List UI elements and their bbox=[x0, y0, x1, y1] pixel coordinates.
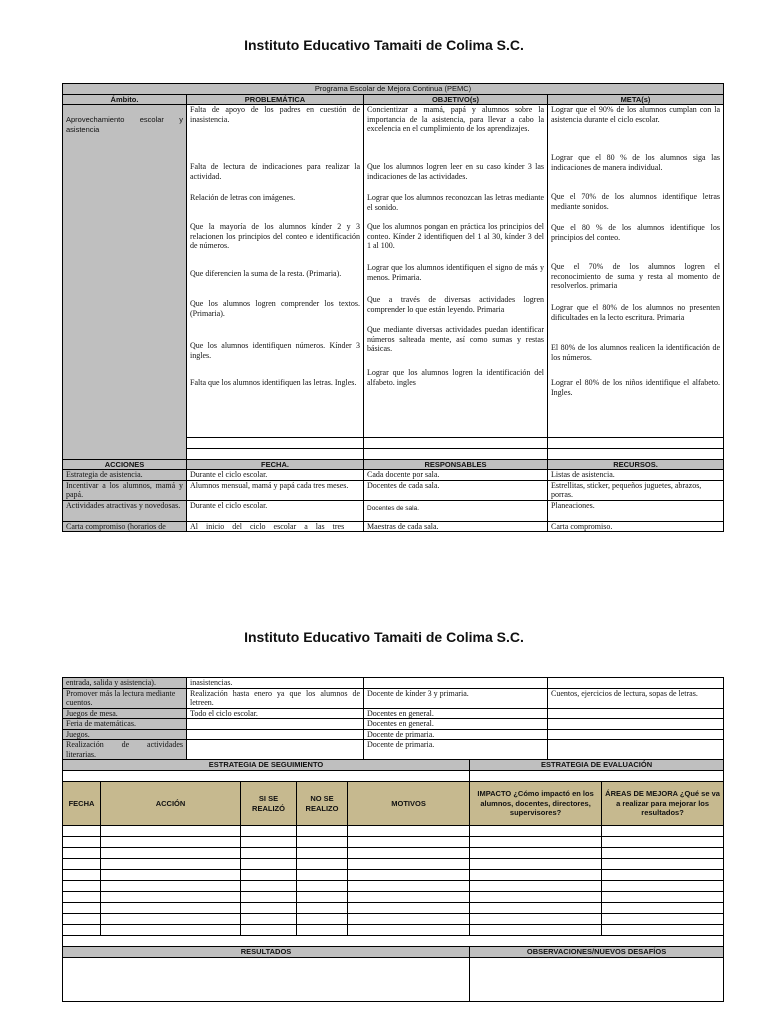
empty-cell bbox=[348, 925, 470, 936]
fecha-cell bbox=[187, 719, 364, 730]
meta-text: El 80% de los alumnos realicen la identificación de los números. bbox=[551, 343, 720, 362]
empty-cell bbox=[241, 870, 297, 881]
problematica-text: Que la mayoría de los alumnos kínder 2 y 3 relacionen los principios del conteo e identificación de números. bbox=[190, 222, 360, 250]
objetivo-text: Lograr que los alumnos identifiquen el signo de más y menos. Primaria. bbox=[367, 263, 544, 282]
recursos-cell bbox=[548, 719, 724, 730]
col-header-motivos: MOTIVOS bbox=[348, 782, 470, 826]
problematica-text: Falta de lectura de indicaciones para realizar la actividad. bbox=[190, 162, 360, 181]
objetivo-text: Lograr que los alumnos logren la identificación del alfabeto. ingles bbox=[367, 368, 544, 387]
fecha-cell: Durante el ciclo escolar. bbox=[187, 470, 364, 481]
empty-cell bbox=[548, 438, 724, 449]
objetivo-text: Que a través de diversas actividades logren comprender lo que están leyendo. Primaria bbox=[367, 295, 544, 314]
empty-cell bbox=[470, 771, 724, 782]
responsables-cell: Docentes de sala. bbox=[364, 500, 548, 521]
objetivo-text: Que los alumnos logren leer en su caso kínder 3 las indicaciones de las actividades. bbox=[367, 162, 544, 181]
empty-cell bbox=[63, 848, 101, 859]
meta-text: Lograr que el 80 % de los alumnos siga las indicaciones de manera individual. bbox=[551, 153, 720, 172]
empty-cell bbox=[63, 870, 101, 881]
evaluacion-header: ESTRATEGIA DE EVALUACIÓN bbox=[470, 760, 724, 771]
recursos-cell bbox=[548, 740, 724, 760]
empty-cell bbox=[602, 903, 724, 914]
empty-cell bbox=[63, 903, 101, 914]
empty-cell bbox=[101, 925, 241, 936]
empty-cell bbox=[348, 859, 470, 870]
meta-text: Que el 70% de los alumnos identifique letras mediante sonidos. bbox=[551, 192, 720, 211]
empty-cell bbox=[297, 848, 348, 859]
empty-cell bbox=[101, 881, 241, 892]
responsables-cell: Docente de primaria. bbox=[364, 740, 548, 760]
action-cell: Realización de actividades literarias. bbox=[63, 740, 187, 760]
empty-cell bbox=[602, 859, 724, 870]
empty-cell bbox=[241, 925, 297, 936]
empty-cell bbox=[602, 892, 724, 903]
actions-continued-table bbox=[62, 677, 724, 760]
action-cell: Carta compromiso (horarios de bbox=[63, 521, 187, 532]
empty-cell bbox=[297, 837, 348, 848]
fecha-cell: Todo el ciclo escolar. bbox=[187, 708, 364, 719]
empty-cell bbox=[297, 925, 348, 936]
problematica-text: Que los alumnos logren comprender los textos. (Primaria). bbox=[190, 299, 360, 318]
recursos-cell: Listas de asistencia. bbox=[548, 470, 724, 481]
resultados-header: RESULTADOS bbox=[63, 947, 470, 958]
empty-cell bbox=[241, 881, 297, 892]
empty-cell bbox=[602, 914, 724, 925]
table-row bbox=[63, 826, 724, 837]
action-cell: Juegos de mesa. bbox=[63, 708, 187, 719]
action-cell: Incentivar a los alumnos, mamá y papá. bbox=[63, 480, 187, 500]
empty-cell bbox=[101, 870, 241, 881]
empty-cell bbox=[364, 438, 548, 449]
empty-cell bbox=[602, 881, 724, 892]
empty-cell bbox=[101, 892, 241, 903]
responsables-cell: Maestras de cada sala. bbox=[364, 521, 548, 532]
empty-cell bbox=[297, 903, 348, 914]
objetivo-text: Que mediante diversas actividades puedan identificar números salteada mente, así como sumas y restas básicas. bbox=[367, 325, 544, 353]
empty-cell bbox=[348, 903, 470, 914]
tracking-table bbox=[62, 759, 724, 1002]
responsables-cell: Docentes en general. bbox=[364, 708, 548, 719]
empty-cell bbox=[364, 449, 548, 460]
empty-cell bbox=[297, 859, 348, 870]
table-row bbox=[63, 848, 724, 859]
empty-cell bbox=[470, 848, 602, 859]
meta-text: Lograr que el 80% de los alumnos no presenten dificultades en la lecto escritura. Primaria bbox=[551, 303, 720, 322]
page-title: Instituto Educativo Tamaiti de Colima S.C. bbox=[244, 629, 524, 645]
table-row bbox=[63, 892, 724, 903]
fecha-cell bbox=[187, 729, 364, 740]
recursos-cell: Estrellitas, sticker, pequeños juguetes, abrazos, porras. bbox=[548, 480, 724, 500]
col-header-areas-mejora: ÁREAS DE MEJORA ¿Qué se va a realizar para mejorar los resultados? bbox=[602, 782, 724, 826]
action-cell: Actividades atractivas y novedosas. bbox=[63, 500, 187, 521]
empty-cell bbox=[602, 925, 724, 936]
empty-cell bbox=[470, 826, 602, 837]
empty-cell bbox=[348, 914, 470, 925]
col-header-acciones: ACCIONES bbox=[63, 460, 187, 470]
seguimiento-header: ESTRATEGIA DE SEGUIMIENTO bbox=[63, 760, 470, 771]
empty-cell bbox=[241, 914, 297, 925]
empty-cell bbox=[63, 914, 101, 925]
empty-cell bbox=[297, 826, 348, 837]
empty-cell bbox=[348, 837, 470, 848]
empty-cell bbox=[470, 892, 602, 903]
objetivo-text: Lograr que los alumnos reconozcan las letras mediante el sonido. bbox=[367, 193, 544, 212]
empty-cell bbox=[63, 892, 101, 903]
responsables-cell: Docente de kínder 3 y primaria. bbox=[364, 688, 548, 708]
fecha-cell: inasistencias. bbox=[187, 678, 364, 689]
recursos-cell bbox=[548, 678, 724, 689]
col-header-si-realizo: SI SE REALIZÓ bbox=[241, 782, 297, 826]
meta-text: Lograr el 80% de los niños identifique el alfabeto. Ingles. bbox=[551, 378, 720, 397]
empty-cell bbox=[63, 771, 470, 782]
empty-cell bbox=[548, 449, 724, 460]
col-header-responsables: RESPONSABLES bbox=[364, 460, 548, 470]
empty-cell bbox=[348, 881, 470, 892]
empty-cell bbox=[63, 925, 101, 936]
empty-cell bbox=[187, 438, 364, 449]
empty-cell bbox=[101, 826, 241, 837]
empty-cell bbox=[101, 848, 241, 859]
recursos-cell: Planeaciones. bbox=[548, 500, 724, 521]
col-header-fecha: FECHA bbox=[63, 782, 101, 826]
problematica-text: Falta de apoyo de los padres en cuestión de inasistencia. bbox=[190, 105, 360, 124]
empty-cell bbox=[348, 848, 470, 859]
empty-cell bbox=[470, 859, 602, 870]
empty-cell bbox=[470, 870, 602, 881]
table-row bbox=[63, 870, 724, 881]
pemc-table bbox=[62, 83, 724, 532]
empty-cell bbox=[348, 826, 470, 837]
empty-cell bbox=[63, 826, 101, 837]
empty-cell bbox=[297, 881, 348, 892]
empty-cell bbox=[297, 892, 348, 903]
empty-cell bbox=[241, 837, 297, 848]
empty-cell bbox=[241, 848, 297, 859]
fecha-cell: Alumnos mensual, mamá y papá cada tres meses. bbox=[187, 480, 364, 500]
responsables-cell: Docentes en general. bbox=[364, 719, 548, 730]
table-row bbox=[63, 837, 724, 848]
empty-cell bbox=[297, 914, 348, 925]
col-header-impacto: IMPACTO ¿Cómo impactó en los alumnos, docentes, directores, supervisores? bbox=[470, 782, 602, 826]
table-row bbox=[63, 903, 724, 914]
table-row bbox=[63, 925, 724, 936]
empty-cell bbox=[470, 903, 602, 914]
empty-cell bbox=[63, 881, 101, 892]
action-cell: Estrategia de asistencia. bbox=[63, 470, 187, 481]
objetivo-text: Concientizar a mamá, papá y alumnos sobre la importancia de la asistencia, para llevar a cabo la excelencia en el cumplimiento de los aprendizajes. bbox=[367, 105, 544, 133]
problematica-text: Relación de letras con imágenes. bbox=[190, 193, 296, 202]
meta-text: Lograr que el 90% de los alumnos cumplan con la asistencia durante el ciclo escolar. bbox=[551, 105, 720, 124]
empty-cell bbox=[241, 826, 297, 837]
action-cell: Promover más la lectura mediante cuentos. bbox=[63, 688, 187, 708]
col-header-objetivo: OBJETIVO(s) bbox=[364, 95, 548, 105]
resultados-cell bbox=[63, 958, 470, 1002]
empty-cell bbox=[241, 859, 297, 870]
program-header: Programa Escolar de Mejora Continua (PEMC) bbox=[63, 84, 724, 95]
empty-cell bbox=[470, 881, 602, 892]
empty-cell bbox=[602, 870, 724, 881]
responsables-cell: Docente de primaria. bbox=[364, 729, 548, 740]
empty-cell bbox=[101, 914, 241, 925]
observaciones-cell bbox=[470, 958, 724, 1002]
col-header-recursos: RECURSOS. bbox=[548, 460, 724, 470]
recursos-cell: Cuentos, ejercicios de lectura, sopas de letras. bbox=[548, 688, 724, 708]
empty-cell bbox=[470, 925, 602, 936]
empty-cell bbox=[63, 859, 101, 870]
empty-cell bbox=[297, 870, 348, 881]
fecha-cell: Durante el ciclo escolar. bbox=[187, 500, 364, 521]
fecha-cell: Al inicio del ciclo escolar a las tres bbox=[187, 521, 364, 532]
empty-cell bbox=[101, 837, 241, 848]
problematica-text: Que los alumnos identifiquen números. Kínder 3 ingles. bbox=[190, 341, 360, 360]
empty-cell bbox=[241, 892, 297, 903]
empty-cell bbox=[470, 914, 602, 925]
responsables-cell: Cada docente por sala. bbox=[364, 470, 548, 481]
empty-cell bbox=[348, 892, 470, 903]
responsables-cell bbox=[364, 678, 548, 689]
empty-cell bbox=[101, 903, 241, 914]
observaciones-header: OBSERVACIONES/NUEVOS DESAFÍOS bbox=[470, 947, 724, 958]
empty-cell bbox=[602, 837, 724, 848]
problematica-text: Que diferencien la suma de la resta. (Primaria). bbox=[190, 269, 342, 278]
empty-cell bbox=[348, 870, 470, 881]
recursos-cell bbox=[548, 729, 724, 740]
empty-cell bbox=[63, 837, 101, 848]
empty-cell bbox=[602, 826, 724, 837]
empty-cell bbox=[602, 848, 724, 859]
col-header-fecha: FECHA. bbox=[187, 460, 364, 470]
empty-cell bbox=[101, 859, 241, 870]
problematica-text: Falta que los alumnos identifiquen las letras. Ingles. bbox=[190, 378, 357, 387]
recursos-cell bbox=[548, 708, 724, 719]
meta-text: Que el 80 % de los alumnos identifique los principios del conteo. bbox=[551, 223, 720, 242]
empty-cell bbox=[63, 936, 724, 947]
table-row bbox=[63, 859, 724, 870]
col-header-ambito: Ámbito. bbox=[63, 95, 187, 105]
page-title: Instituto Educativo Tamaiti de Colima S.C. bbox=[244, 37, 524, 53]
col-header-accion: ACCIÓN bbox=[101, 782, 241, 826]
table-row bbox=[63, 881, 724, 892]
col-header-meta: META(s) bbox=[548, 95, 724, 105]
empty-cell bbox=[187, 449, 364, 460]
col-header-no-realizo: NO SE REALIZO bbox=[297, 782, 348, 826]
action-cell: Feria de matemáticas. bbox=[63, 719, 187, 730]
responsables-cell: Docentes de cada sala. bbox=[364, 480, 548, 500]
fecha-cell bbox=[187, 740, 364, 760]
recursos-cell: Carta compromiso. bbox=[548, 521, 724, 532]
meta-text: Que el 70% de los alumnos logren el reconocimiento de suma y resta al momento de resolverlos. primaria bbox=[551, 262, 720, 290]
action-cell: entrada, salida y asistencia). bbox=[63, 678, 187, 689]
empty-cell bbox=[470, 837, 602, 848]
objetivo-text: Que los alumnos pongan en práctica los principios del conteo. Kínder 2 identifiquen del 1 al 30, kínder 3 del 1 al 100. bbox=[367, 222, 544, 250]
col-header-problematica: PROBLEMÁTICA bbox=[187, 95, 364, 105]
fecha-cell: Realización hasta enero ya que los alumnos de letreen. bbox=[187, 688, 364, 708]
ambito-cell: Aprovechamiento escolar y asistencia bbox=[63, 105, 187, 460]
action-cell: Juegos. bbox=[63, 729, 187, 740]
table-row bbox=[63, 914, 724, 925]
empty-cell bbox=[241, 903, 297, 914]
